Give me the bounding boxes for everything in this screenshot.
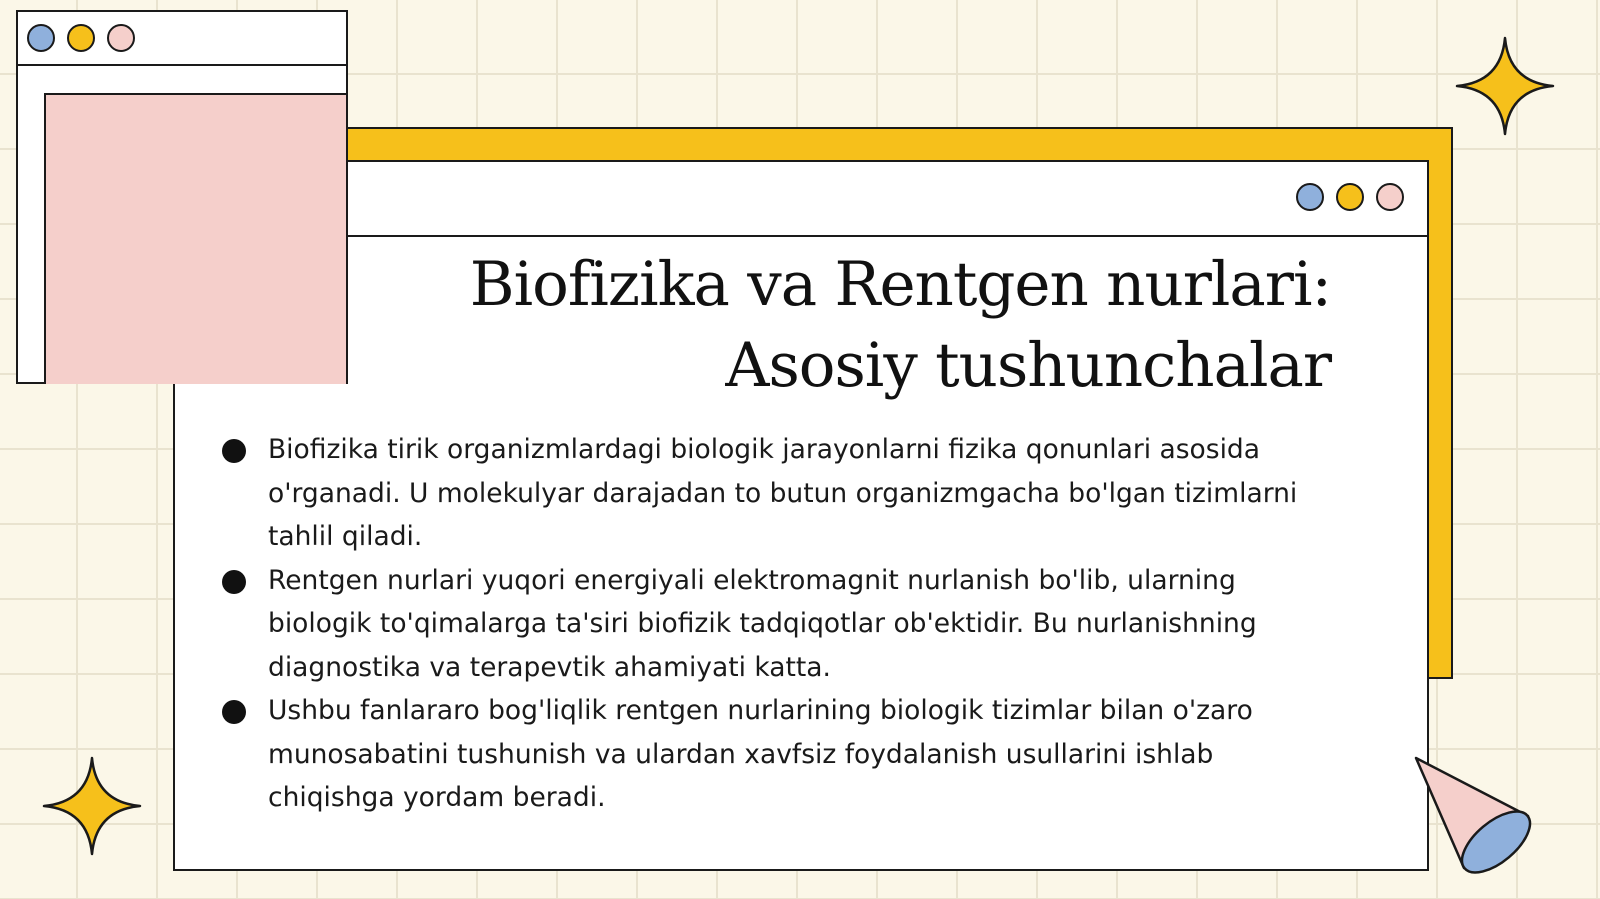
- bullet-dot-icon: [222, 700, 246, 724]
- bullet-dot-icon: [222, 570, 246, 594]
- party-cone-icon: [1412, 754, 1542, 879]
- sparkle-star-icon: [1455, 36, 1555, 136]
- blue-dot-icon: [1296, 183, 1324, 211]
- bullet-list: [222, 428, 1322, 820]
- pink-dot-icon: [1376, 183, 1404, 211]
- bullet-text: Ushbu fanlararo bog'liqlik rentgen nurlarining biologik tizimlar bilan o'zaro munosabatini tushunish va ulardan xavfsiz foydalanish usullarini ishlab chiqishga yordam beradi.: [268, 695, 1253, 813]
- slide-title: [470, 244, 1331, 406]
- main-window-titlebar: [175, 162, 1427, 237]
- blue-dot-icon: [27, 24, 55, 52]
- small-window-titlebar: [18, 12, 346, 66]
- sparkle-star-icon: [42, 756, 142, 856]
- bullet-item: [222, 559, 1322, 690]
- yellow-dot-icon: [67, 24, 95, 52]
- pink-dot-icon: [107, 24, 135, 52]
- main-window: [173, 160, 1429, 871]
- bullet-item: [222, 689, 1322, 820]
- bullet-text: Biofizika tirik organizmlardagi biologik jarayonlarni fizika qonunlari asosida o'rganadi. U molekulyar darajadan to butun organizmgacha bo'lgan tizimlarni tahlil qiladi.: [268, 434, 1298, 552]
- bullet-item: [222, 428, 1322, 559]
- small-decorative-window: [16, 10, 348, 384]
- bullet-text: Rentgen nurlari yuqori energiyali elektromagnit nurlanish bo'lib, ularning biologik to'qimalarga ta'siri biofizik tadqiqotlar ob'ektidir. Bu nurlanishning diagnostika va terapevtik ahamiyati katta.: [268, 564, 1257, 683]
- pink-content-panel: [44, 93, 346, 384]
- yellow-dot-icon: [1336, 183, 1364, 211]
- slide-title-line-2: Asosiy tushunchalar: [725, 330, 1331, 401]
- bullet-dot-icon: [222, 439, 246, 463]
- slide-title-line-1: Biofizika va Rentgen nurlari:: [469, 249, 1331, 320]
